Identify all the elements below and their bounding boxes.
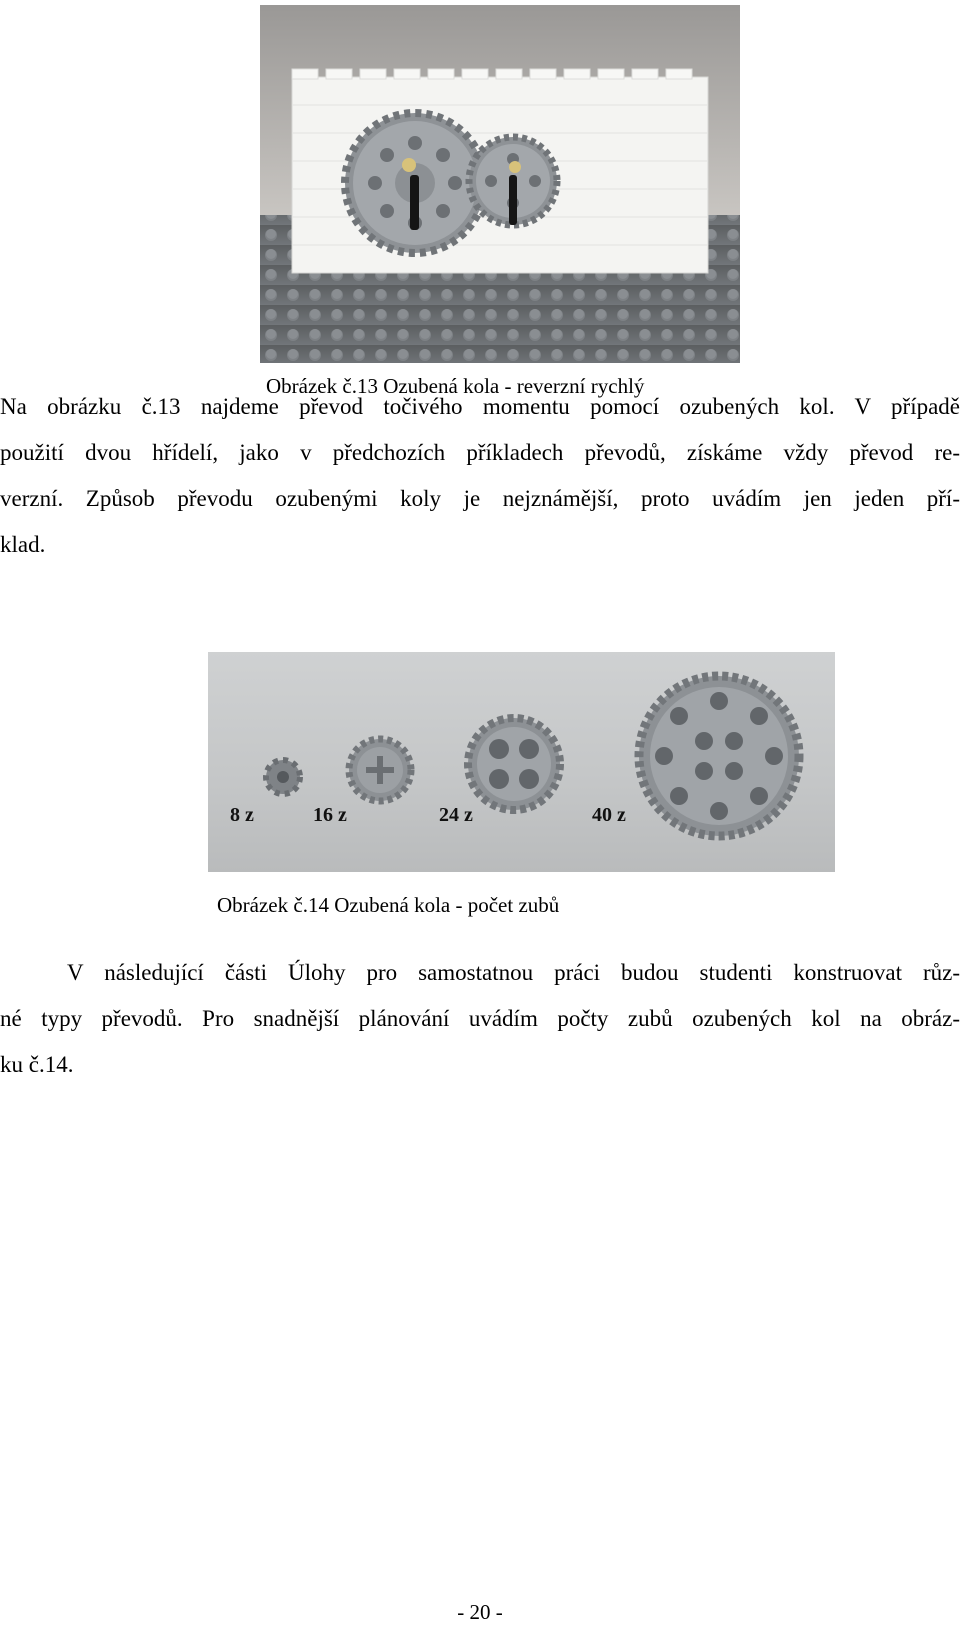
figure-14-caption: Obrázek č.14 Ozubená kola - počet zubů xyxy=(217,893,560,917)
paragraph-1-line: verzní. Způsob převodu ozubenými koly je nejznámější, proto uvádím jen jeden pří- xyxy=(0,486,960,511)
figure-13-caption: Obrázek č.13 Ozubená kola - reverzní rychlý xyxy=(266,374,645,398)
figure-13-photo xyxy=(260,5,740,363)
page-number: - 20 - xyxy=(457,1600,503,1624)
paragraph-2-line: V následující části Úlohy pro samostatnou práci budou studenti konstruovat růz- xyxy=(67,960,960,985)
paragraph-1-line: použití dvou hřídelí, jako v předchozích příkladech převodů, získáme vždy převod re- xyxy=(0,440,960,465)
paragraph-2-line: ku č.14. xyxy=(0,1052,74,1077)
gear-40-teeth xyxy=(639,676,799,836)
paragraph-2 xyxy=(0,950,960,1088)
gear-8-teeth xyxy=(266,760,300,794)
gear-sizes-illustration xyxy=(208,652,835,872)
gear-label-16: 16 z xyxy=(313,804,347,826)
gear-label-40: 40 z xyxy=(592,804,626,826)
gear-16-teeth xyxy=(349,739,411,801)
paragraph-1-line: Na obrázku č.13 najdeme převod točivého momentu pomocí ozubených kol. V případě xyxy=(0,394,960,419)
gear-24-teeth xyxy=(468,718,560,810)
gear-label-8: 8 z xyxy=(230,804,254,826)
gear-wall-illustration xyxy=(260,5,740,363)
paragraph-1-line: klad. xyxy=(0,532,46,557)
figure-14-photo xyxy=(208,652,835,872)
paragraph-1 xyxy=(0,384,960,568)
paragraph-2-line: né typy převodů. Pro snadnější plánování uvádím počty zubů ozubených kol na obráz- xyxy=(0,1006,960,1031)
gear-label-24: 24 z xyxy=(439,804,473,826)
